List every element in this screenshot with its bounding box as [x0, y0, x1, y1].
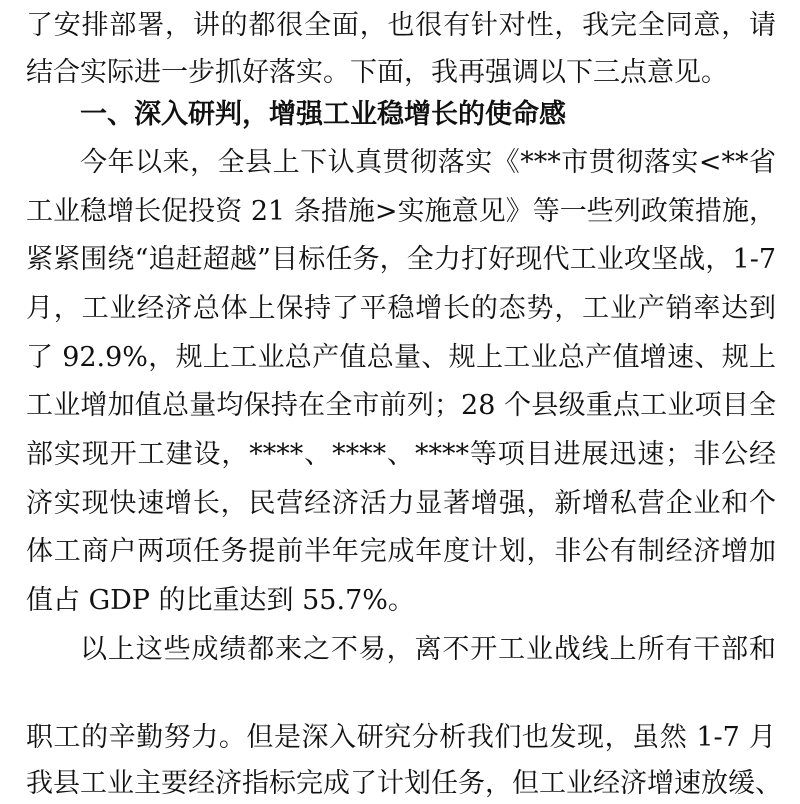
paragraph1-line-2: 工业稳增长促投资 21 条措施>实施意见》等一些列政策措施， — [26, 196, 776, 227]
paragraph1-line-6: 工业增加值总量均保持在全市前列；28 个县级重点工业项目全 — [26, 390, 776, 421]
intro-line-2: 结合实际进一步抓好落实。下面，我再强调以下三点意见。 — [26, 57, 728, 88]
paragraph1-line-10: 值占 GDP 的比重达到 55.7%。 — [26, 585, 415, 616]
paragraph1-line-4: 月，工业经济总体上保持了平稳增长的态势，工业产销率达到 — [26, 293, 776, 324]
paragraph1-line-5: 了 92.9%，规上工业总产值总量、规上工业总产值增速、规上 — [26, 342, 776, 373]
paragraph2-line-2: 职工的辛勤努力。但是深入研究分析我们也发现，虽然 1-7 月 — [26, 722, 776, 753]
paragraph2-line-1: 以上这些成绩都来之不易，离不开工业战线上所有干部和 — [80, 634, 776, 665]
paragraph1-line-1: 今年以来，全县上下认真贯彻落实《***市贯彻落实<**省 — [80, 147, 776, 178]
paragraph1-line-3: 紧紧围绕“追赶超越”目标任务，全力打好现代工业攻坚战，1-7 — [26, 244, 776, 275]
section-heading: 一、深入研判，增强工业稳增长的使命感 — [80, 99, 566, 130]
paragraph1-line-8: 济实现快速增长，民营经济活力显著增强，新增私营企业和个 — [26, 488, 776, 519]
paragraph2-line-3: 我县工业主要经济指标完成了计划任务，但工业经济增速放缓、 — [26, 768, 782, 799]
paragraph1-line-7: 部实现开工建设，****、****、****等项目进展迅速；非公经 — [26, 439, 776, 470]
intro-line-1: 了安排部署，讲的都很全面，也很有针对性，我完全同意，请 — [26, 10, 776, 41]
paragraph1-line-9: 体工商户两项任务提前半年完成年度计划，非公有制经济增加 — [26, 536, 776, 567]
